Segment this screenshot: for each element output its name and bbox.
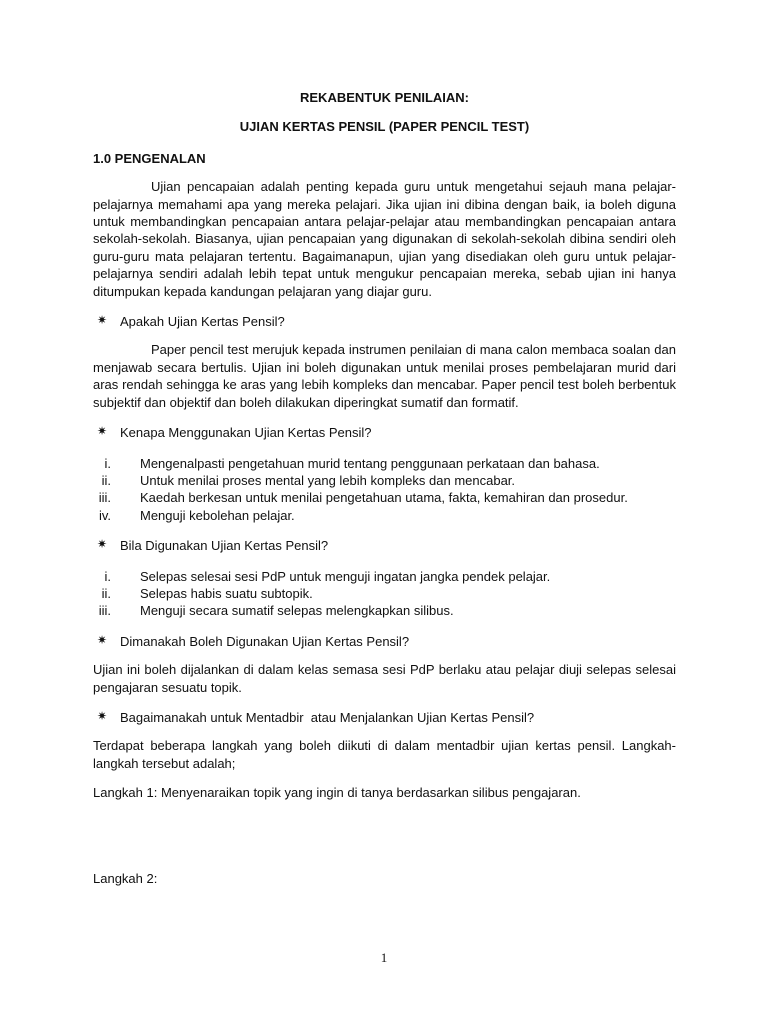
- list-item-text: Menguji kebolehan pelajar.: [140, 507, 295, 523]
- question-bila: [93, 537, 676, 554]
- list-item-text: Mengenalpasti pengetahuan murid tentang penggunaan perkataan dan bahasa.: [140, 455, 600, 471]
- list-number: iii.: [98, 603, 111, 619]
- list-number: iii.: [98, 490, 111, 506]
- answer-paragraph-apakah: Paper pencil test merujuk kepada instrumen penilaian di mana calon membaca soalan dan menjawab secara bertulis. Ujian ini boleh digunakan untuk menilai proses pembelajaran murid dari aras rendah sehingga ke aras yang lebih kompleks dan mencabar. Paper pencil test boleh berbentuk subjektif dan objektif dan boleh dilakukan diperingkat sumatif dan formatif.: [93, 342, 676, 410]
- list-item-text: Menguji secara sumatif selepas melengkapkan silibus.: [140, 603, 454, 619]
- answer-paragraph-dimanakah: Ujian ini boleh dijalankan di dalam kelas semasa sesi PdP berlaku atau pelajar diuji selepas selesai pengajaran sesuatu topik.: [93, 662, 676, 695]
- list-item: [93, 568, 676, 585]
- document-title: REKABENTUK PENILAIAN:: [300, 90, 469, 105]
- star-bullet-icon: ✷: [96, 424, 108, 439]
- list-number: ii.: [101, 585, 111, 601]
- list-number: ii.: [101, 472, 111, 488]
- star-bullet-icon: ✷: [96, 537, 108, 552]
- star-bullet-icon: ✷: [96, 632, 108, 647]
- question-kenapa: [93, 424, 676, 441]
- list-item: [93, 489, 676, 506]
- document-body: [93, 89, 676, 887]
- list-item: [93, 602, 676, 619]
- question-text: Kenapa Menggunakan Ujian Kertas Pensil?: [120, 425, 372, 441]
- list-item-text: Selepas habis suatu subtopik.: [140, 585, 313, 601]
- list-number: iv.: [98, 507, 111, 523]
- list-number: i.: [104, 455, 111, 471]
- list-item: [93, 472, 676, 489]
- list-kenapa: [93, 455, 676, 525]
- list-item: [93, 455, 676, 472]
- question-text: Bila Digunakan Ujian Kertas Pensil?: [120, 538, 329, 554]
- list-item: [93, 585, 676, 602]
- star-bullet-icon: ✷: [96, 313, 108, 328]
- star-bullet-icon: ✷: [96, 708, 108, 723]
- intro-paragraph: Ujian pencapaian adalah penting kepada guru untuk mengetahui sejauh mana pelajar-pelajarnya memahami apa yang mereka pelajari. Jika ujian ini dibina dengan baik, ia boleh diguna untuk membandingkan pencapaian antara pelajar-pelajar atau membandingkan pencapaian antara sekolah-sekolah. Biasanya, ujian pencapaian yang digunakan di sekolah-sekolah dibina sendiri oleh guru-guru mata pelajaran tertentu. Bagaimanapun, ujian yang disediakan oleh guru untuk pelajar-pelajarnya sendiri adalah lebih tepat untuk mengukur pencapaian mereka, sebab ujian ini hanya ditumpukan kepada kandungan pelajaran yang diajar guru.: [93, 179, 676, 299]
- list-number: i.: [104, 568, 111, 584]
- document-subtitle: UJIAN KERTAS PENSIL (PAPER PENCIL TEST): [239, 119, 530, 135]
- question-text: Bagaimanakah untuk Mentadbir atau Menjalankan Ujian Kertas Pensil?: [120, 709, 535, 725]
- question-text: Apakah Ujian Kertas Pensil?: [120, 314, 285, 330]
- list-bila: [93, 568, 676, 620]
- langkah-1: Langkah 1: Menyenaraikan topik yang ingin di tanya berdasarkan silibus pengajaran.: [93, 785, 581, 801]
- list-item: [93, 507, 676, 524]
- question-bagaimanakah: [93, 709, 676, 726]
- question-dimanakah: [93, 633, 676, 650]
- question-apakah: [93, 313, 676, 330]
- langkah-2: Langkah 2:: [93, 870, 158, 886]
- list-item-text: Untuk menilai proses mental yang lebih kompleks dan mencabar.: [140, 472, 516, 488]
- answer-paragraph-bagaimanakah: Terdapat beberapa langkah yang boleh diikuti di dalam mentadbir ujian kertas pensil. Langkah-langkah tersebut adalah;: [93, 738, 676, 771]
- list-item-text: Kaedah berkesan untuk menilai pengetahuan utama, fakta, kemahiran dan prosedur.: [140, 490, 628, 506]
- question-text: Dimanakah Boleh Digunakan Ujian Kertas Pensil?: [120, 633, 410, 649]
- page-number: 1: [380, 950, 388, 965]
- section-heading: 1.0 PENGENALAN: [93, 150, 206, 166]
- list-item-text: Selepas selesai sesi PdP untuk menguji ingatan jangka pendek pelajar.: [140, 568, 551, 584]
